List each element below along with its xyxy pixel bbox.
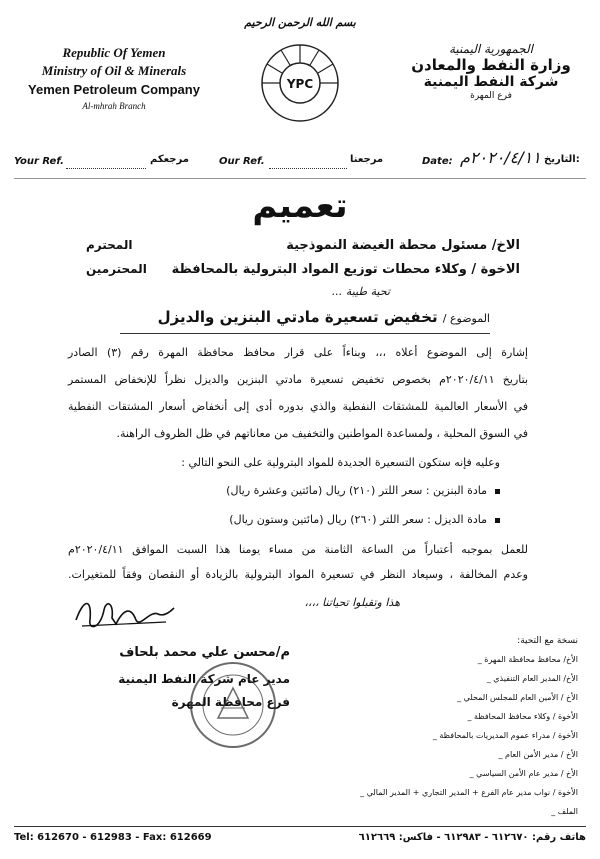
cc-item: الأخ / مدير الأمن العام _ bbox=[498, 750, 578, 759]
document-title: تعميم bbox=[252, 186, 348, 226]
addressee-2: الاخوة / وكلاء محطات توزيع المواد البترولية بالمحافظة bbox=[171, 262, 520, 277]
price-petrol-text: مادة البنزين : سعر اللتر (٢١٠) ريال (مائتين وعشرة ريال) bbox=[226, 484, 487, 497]
cc-header: نسخة مع التحية: bbox=[517, 636, 578, 646]
cc-item: الأخوة / مدراء عموم المديريات بالمحافظة _ bbox=[432, 731, 578, 740]
date-label-ar: التاريخ: bbox=[544, 154, 580, 165]
closing-line-1: للعمل بموجبه أعتباراً من الساعة الثامنة من مساء يومنا هذا السبت الموافق ٢٠٢٠/٤/١١م bbox=[68, 543, 528, 556]
letterhead-arabic bbox=[396, 42, 586, 101]
letterhead-ar-republic: الجمهورية اليمنية bbox=[448, 42, 533, 56]
letterhead-ar-ministry: وزارة النفط والمعادن bbox=[411, 56, 571, 74]
letterhead-en-company: Yemen Petroleum Company bbox=[28, 82, 200, 97]
cc-item: الأخ/ المدير العام التنفيذي _ bbox=[486, 674, 578, 683]
price-item-petrol bbox=[140, 484, 500, 497]
bullet-icon bbox=[495, 518, 500, 523]
footer-divider bbox=[14, 826, 586, 827]
date-value: ٢٠٢٠/٤/١١م bbox=[460, 148, 541, 167]
official-stamp bbox=[188, 660, 278, 750]
body-line-2: بتاريخ ٢٠٢٠/٤/١١م بخصوص تخفيض تسعيرة مادتي البنزين والديزل نظراً للإنخفاض المستمر bbox=[68, 373, 529, 386]
closing-line-2: وعدم المخالفة ، وسيعاد النظر في تسعيرة المواد البترولية بالزيادة أو النقصان وفقاً للمتغيرات. bbox=[68, 568, 528, 581]
addressee-1: الاخ/ مسئول محطة الغيضة النموذجية bbox=[286, 238, 520, 253]
body-line-3: في الأسعار العالمية للمشتقات النفطية والذي بدوره أدى إلى أنخفاض أسعار المشتقات النفطية bbox=[68, 400, 528, 413]
prices-intro: وعليه فإنه ستكون التسعيرة الجديدة للمواد البترولية على النحو التالي : bbox=[181, 456, 500, 469]
subject-underline bbox=[120, 333, 490, 334]
date-label-en: Date: bbox=[422, 156, 453, 167]
cc-item: الملف _ bbox=[551, 807, 578, 816]
cc-item: الأخ / الأمين العام للمجلس المحلي _ bbox=[457, 693, 578, 702]
cc-item: الأخ / مدير عام الأمن السياسي _ bbox=[469, 769, 578, 778]
footer-contact-en: Tel: 612670 - 612983 - Fax: 612669 bbox=[14, 832, 212, 843]
our-ref-label-ar: مرجعنا bbox=[350, 154, 384, 165]
ypc-logo bbox=[257, 38, 343, 124]
footer-contact-ar: هاتف رقم: ٦١٢٦٧٠ - ٦١٢٩٨٣ - فاكس: ٦١٢٦٦٩ bbox=[358, 832, 586, 843]
bullet-icon bbox=[495, 489, 500, 494]
letterhead-ar-branch: فرع المهرة bbox=[470, 91, 512, 101]
our-ref-label-en: Our Ref. bbox=[219, 156, 265, 167]
cc-item: الأخ/ محافظ محافظة المهرة _ bbox=[477, 655, 578, 664]
subject-line bbox=[90, 307, 490, 326]
logo-text: YPC bbox=[286, 77, 314, 91]
price-diesel-text: مادة الديزل : سعر اللتر (٢٦٠) ريال (مائتين وستون ريال) bbox=[229, 513, 487, 526]
letterhead-english bbox=[14, 45, 214, 111]
subject-text: تخفيض تسعيرة مادتي البنزين والديزل bbox=[157, 308, 438, 326]
your-ref-label-en: Your Ref. bbox=[14, 156, 64, 167]
subject-label: الموضوع / bbox=[442, 312, 490, 325]
header-divider bbox=[14, 178, 586, 179]
cc-item: الأخوة / وكلاء محافظ المحافظة _ bbox=[467, 712, 578, 721]
cc-item: الأخوة / نواب مدير عام الفرع + المدير التجاري + المدير المالي _ bbox=[360, 788, 578, 797]
basmala: بسم الله الرحمن الرحيم bbox=[244, 16, 356, 29]
signatory-name: م/محسن علي محمد بلحاف bbox=[119, 645, 290, 660]
letterhead-ar-company: شركة النفط اليمنية bbox=[423, 74, 559, 90]
addressee-1-honor: المحترم bbox=[86, 238, 133, 252]
reference-row bbox=[14, 150, 586, 172]
letterhead-en-ministry: Ministry of Oil & Minerals bbox=[41, 63, 187, 78]
letterhead-en-branch: Al-mhrah Branch bbox=[82, 101, 146, 111]
addressee-2-honor: المحترمين bbox=[86, 262, 147, 276]
sign-off: هذا وتقبلوا تحياتنا ،،،، bbox=[304, 596, 400, 609]
body-line-1: إشارة إلى الموضوع أعلاه ،،، وبناءاً على قرار محافظ محافظة المهرة رقم (٣) الصادر bbox=[68, 346, 528, 359]
letterhead-en-republic: Republic Of Yemen bbox=[62, 45, 166, 60]
your-ref-label-ar: مرجعكم bbox=[150, 154, 189, 165]
signatory-branch: فرع محافظة المهرة bbox=[171, 695, 290, 709]
body-line-4: في السوق المحلية ، ولمساعدة المواطنين والتخفيف من معاناتهم في ظل الظروف الراهنة. bbox=[116, 427, 528, 440]
greeting: تحية طيبة ... bbox=[331, 285, 390, 298]
signatory-title: مدير عام شركة النفط اليمنية bbox=[118, 672, 290, 686]
price-item-diesel bbox=[140, 513, 500, 526]
handwritten-signature bbox=[70, 590, 180, 638]
